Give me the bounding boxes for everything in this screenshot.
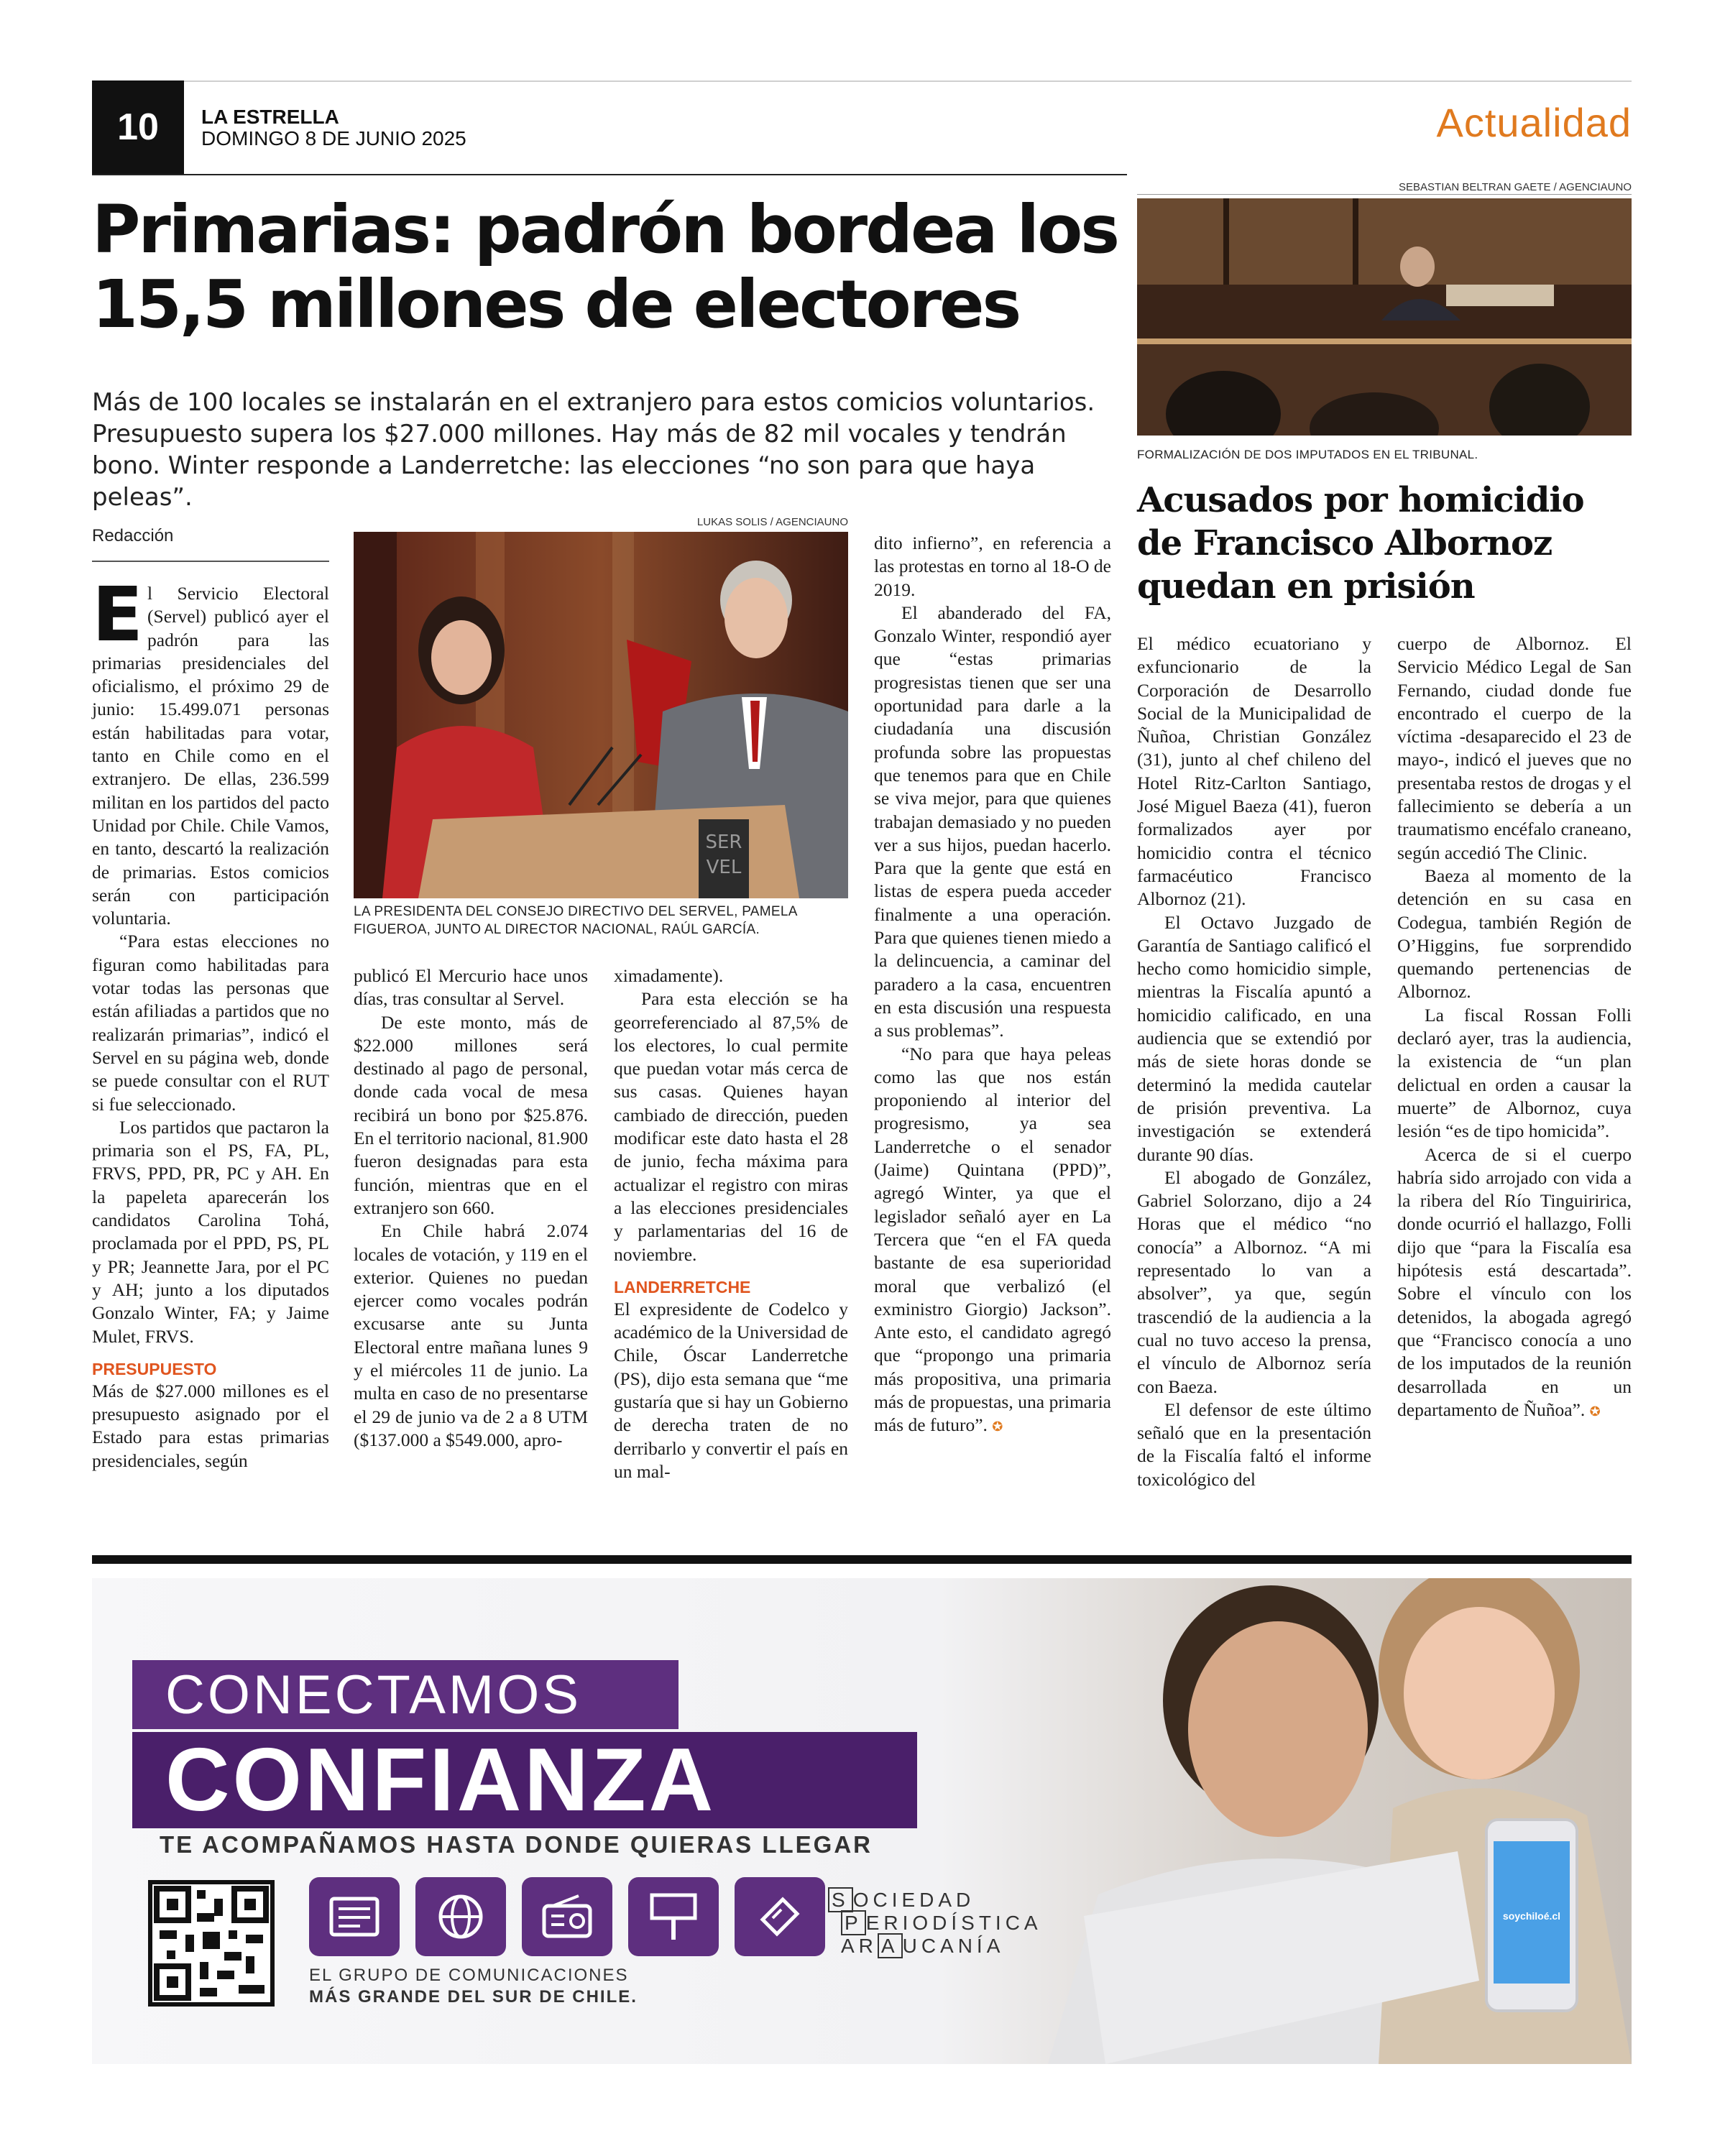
paragraph: En Chile habrá 2.074 locales de votación, y 119 en el exterior. Quienes no puedan ejercer como vocales podrán excusarse ante su Junta Electoral entre mañana lunes 9 y el miércoles 11 de junio. La multa en caso de no presentarse el 29 de junio va de 2 a 8 UTM ($137.000 a $549.000, apro- xyxy=(354,1220,588,1450)
paragraph: La fiscal Rossan Folli declaró ayer, tras la audiencia, la existencia de “un plan delictual en orden a causar la muerte” de Albornoz, cuya lesión “es de tipo homicida”. xyxy=(1397,1004,1632,1142)
ad-group-text xyxy=(309,1965,638,2008)
main-column-2 xyxy=(354,964,588,1452)
end-mark-icon: ✪ xyxy=(992,1419,1003,1434)
ad-group-line-1: EL GRUPO DE COMUNICACIONES xyxy=(309,1966,629,1985)
court-photo xyxy=(1137,198,1632,436)
radio-icon xyxy=(522,1877,612,1956)
billboard-icon xyxy=(628,1877,719,1956)
paragraph: “No para que haya peleas como las que nos están proponiendo al interior del progresismo, ya sea Landerretche o el senador (Jaime) Quintana (PPD)”, agregó Winter, ya que el legislador señaló ayer en La Tercera que “en el FA queda bastante de esa superioridad moral que verbalizó (el exministro Giorgio) Jackson”. Ante esto, el candidato agregó que “propongo una primaria más propositiva, una primaria más de propuestas, una primaria más de futuro”. ✪ xyxy=(874,1043,1111,1436)
ad-icons-row xyxy=(309,1877,825,1956)
main-column-3 xyxy=(614,964,848,1483)
paragraph: Acerca de si el cuerpo habría sido arrojado con vida a la ribera del Río Tinguiririca, donde ocurrió el hallazgo, Folli dijo que “para la Fiscalía esa hipótesis está descartada”. Sobre el vínculo con los detenidos, la abogada agregó que “Francisco conocía a uno de los imputados de la reunión desarrollada en un departamento de Ñuñoa”. ✪ xyxy=(1397,1143,1632,1420)
paragraph: El abanderado del FA, Gonzalo Winter, respondió ayer que “estas primarias progresistas tienen que ser una oportunidad para darle a la ciudadanía una discusión profunda sobre las propuestas que tenemos para que en Chile se viva mejor, para que quienes trabajan demasiado y no pueden ver a sus hijos, puedan hacerlo. Para que la gente que está en listas de espera pueda acceder finalmente a una operación. Para que quienes tienen miedo a la delincuencia, a caminar del paradero a la casa, encuentren en esta discusión una respuesta a sus problemas”. xyxy=(874,602,1111,1041)
phone-site-label: soychiloé.cl xyxy=(1502,1910,1561,1922)
header-rule xyxy=(92,174,1127,175)
main-deck: Más de 100 locales se instalarán en el extranjero para estos comicios voluntarios. Presupuesto supera los $27.000 millones. Hay más de 82 mil vocales y tendrán bono. Winter responde a Landerretche: las elecciones “no son para que haya peleas”. xyxy=(92,388,1095,512)
drop-cap: E xyxy=(92,571,144,658)
side-column-2 xyxy=(1397,632,1632,1423)
paragraph: Los partidos que pactaron la primaria son el PS, FA, PL, FRVS, PPD, PR, PC y AH. En la papeleta aparecerán los candidatos Carolina Tohá, proclamada por el PPD, PS, PL y PR; Jeannette Jara, por el PC y AH; junto a los diputados Gonzalo Winter, FA; y Jaime Mulet, FRVS. xyxy=(92,1116,329,1347)
phone-screen xyxy=(1494,1841,1570,1984)
paragraph: publicó El Mercurio hace unos días, tras consultar al Servel. xyxy=(354,965,588,1010)
qr-code-icon[interactable] xyxy=(148,1880,275,2007)
phone-mockup xyxy=(1485,1818,1578,2012)
lead-paragraph: El Servicio Electoral (Servel) publicó ayer el padrón para las primarias presidenciales del oficialismo, el próximo 29 de junio: 15.499.071 personas están habilitadas para votar, tanto en Chile como en el extranjero. De ellas, 236.599 militan en los partidos del pacto Unidad por Chile. Chile Vamos, en tanto, descartó la realización de primarias. Estos comicios serán con participación voluntaria. xyxy=(92,571,329,929)
paragraph: El médico ecuatoriano y exfuncionario de la Corporación de Desarrollo Social de la Municipalidad de Ñuñoa, Christian González (31), junto al chef chileno del Hotel Ritz-Carlton Santiago, José Miguel Baeza (41), fueron formalizados ayer por homicidio contra el técnico farmacéutico Francisco Albornoz (21). xyxy=(1137,633,1371,910)
main-column-4 xyxy=(874,532,1111,1439)
subhead-landerretche: LANDERRETCHE xyxy=(614,1277,751,1296)
issue-date: DOMINGO 8 DE JUNIO 2025 xyxy=(201,127,466,149)
svg-text:VEL: VEL xyxy=(706,857,742,878)
paragraph: El expresidente de Codelco y académico de la Universidad de Chile, Óscar Landerretche (PS), dijo esta semana que “me gustaría que si hay un Gobierno de derecha traten de no derribarlo y convertir el país en un mal- xyxy=(614,1298,848,1482)
ad-tagline: TE ACOMPAÑAMOS HASTA DONDE QUIERAS LLEGAR xyxy=(160,1831,873,1858)
section-label: Actualidad xyxy=(1436,100,1632,145)
paragraph: El defensor de este último señaló que en la presentación de la Fiscalía faltó el informe toxicológico del xyxy=(1137,1399,1371,1490)
bottom-rule xyxy=(92,1555,1632,1564)
company-logo: S OCIEDAD P ERIODÍSTICA AR A UCANÍA xyxy=(828,1889,1042,1958)
side-photo-caption: FORMALIZACIÓN DE DOS IMPUTADOS EN EL TRIBUNAL. xyxy=(1137,448,1478,461)
paragraph: El Octavo Juzgado de Garantía de Santiago calificó el hecho como homicidio simple, mientras la Fiscalía apuntó a homicidio calificado, en una audiencia que se extendió por más de siete horas donde se determinó la medida cautelar de prisión preventiva. La investigación se extenderá durante 90 días. xyxy=(1137,911,1371,1165)
paragraph: Más de $27.000 millones es el presupuesto asignado por el Estado para estas primarias presidenciales, según xyxy=(92,1380,329,1471)
top-rule xyxy=(92,80,1632,82)
photo-credit: LUKAS SOLIS / AGENCIAUNO xyxy=(696,516,848,528)
paragraph: El abogado de González, Gabriel Solorzano, dijo a 24 Horas que el médico “no conocía” a Albornoz. “A mi representado lo van a absolver”, ya que, según trascendió de la audiencia a la cual no tuvo acceso la prensa, el vínculo de Albornoz sería con Baeza. xyxy=(1137,1166,1371,1397)
photo-caption: LA PRESIDENTA DEL CONSEJO DIRECTIVO DEL SERVEL, PAMELA FIGUEROA, JUNTO AL DIRECTOR NACIONAL, RAÚL GARCÍA. xyxy=(354,904,797,937)
side-photo-credit: SEBASTIAN BELTRAN GAETE / AGENCIAUNO xyxy=(1399,181,1632,193)
newspaper-icon xyxy=(309,1877,400,1956)
side-headline: Acusados por homicidio de Francisco Albornoz quedan en prisión xyxy=(1137,480,1584,607)
masthead xyxy=(201,106,466,149)
servel-photo-illustration xyxy=(354,532,848,898)
paper-name: LA ESTRELLA xyxy=(201,106,339,128)
end-mark-icon: ✪ xyxy=(1589,1404,1601,1419)
court-photo-illustration xyxy=(1137,198,1632,436)
paragraph: Baeza al momento de la detención en su casa en Codegua, también Región de O’Higgins, fue sorprendido quemando pertenencias de Albornoz. xyxy=(1397,865,1632,1003)
paragraph: ximadamente). xyxy=(614,965,724,986)
page-number: 10 xyxy=(92,80,184,174)
servel-photo xyxy=(354,532,848,898)
side-rule xyxy=(1137,194,1632,195)
svg-text:SER: SER xyxy=(705,831,742,853)
paragraph: dito infierno”, en referencia a las protestas en torno al 18-O de 2019. xyxy=(874,533,1111,600)
side-column-1 xyxy=(1137,632,1371,1491)
byline-rule xyxy=(92,561,329,562)
ad-group-line-2: MÁS GRANDE DEL SUR DE CHILE. xyxy=(309,1987,638,2007)
globe-icon xyxy=(415,1877,506,1956)
ad-headline-2: CONFIANZA xyxy=(132,1732,917,1828)
paragraph: cuerpo de Albornoz. El Servicio Médico Legal de San Fernando, ciudad donde fue encontrado el cuerpo de la víctima -desaparecido el 23 de mayo-, indicó el jueves que no presentaba restos de drogas y el fallecimiento se debería a un traumatismo encéfalo craneano, según accedió The Clinic. xyxy=(1397,633,1632,863)
paragraph: De este monto, más de $22.000 millones será destinado al pago de personal, donde cada vocal de mesa recibirá un bono por $25.876. En el territorio nacional, 81.900 fueron designadas para esta función, mientras que en el extranjero son 660. xyxy=(354,1011,588,1218)
ad-headline-1: CONECTAMOS xyxy=(132,1660,678,1729)
byline: Redacción xyxy=(92,526,174,545)
ticket-icon xyxy=(735,1877,825,1956)
paragraph: Para esta elección se ha georreferenciado al 87,5% de los electores, lo cual permite que puedan votar más cerca de sus casas. Quienes hayan cambiado de dirección, pueden modificar este dato hasta el 28 de junio, fecha máxima para actualizar el registro con miras a las elecciones presidenciales y parlamentarias del 16 de noviembre. xyxy=(614,988,848,1265)
main-headline: Primarias: padrón bordea los 15,5 millones de electores xyxy=(92,191,1118,343)
paragraph: “Para estas elecciones no figuran como habilitadas para votar todas las personas que están afiliadas a partidos que no realizarán primarias”, indicó el Servel en su página web, donde se puede consultar con el RUT si fue seleccionado. xyxy=(92,931,329,1115)
main-column-1 xyxy=(92,571,329,1473)
subhead-presupuesto: PRESUPUESTO xyxy=(92,1359,217,1378)
